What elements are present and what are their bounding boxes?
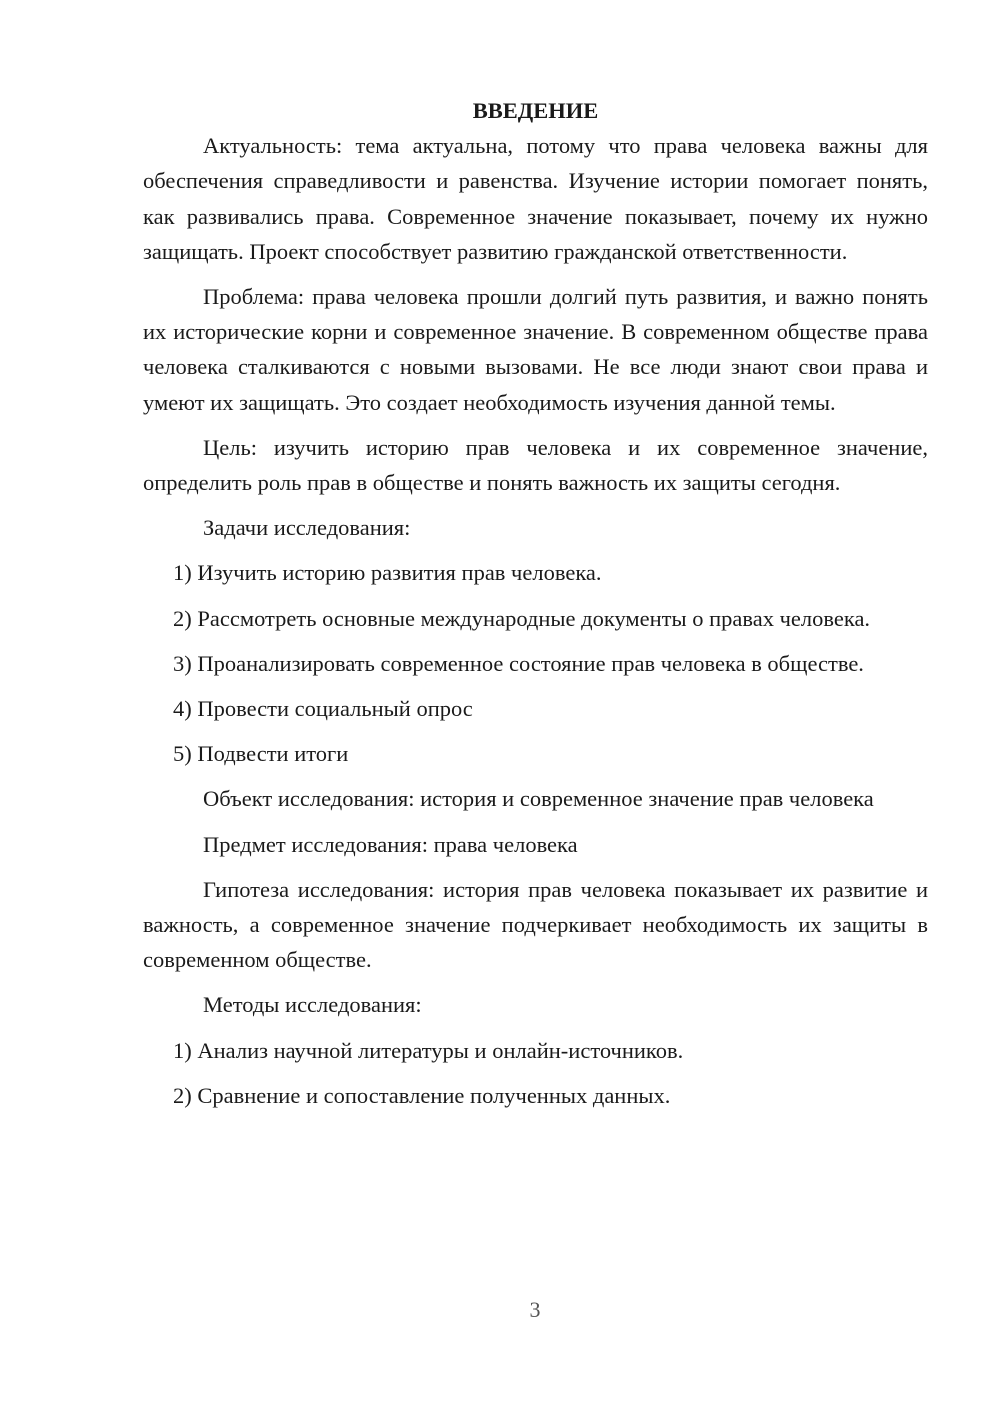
task-item-2: 2) Рассмотреть основные международные документы о правах человека. bbox=[173, 605, 871, 631]
object-paragraph: Объект исследования: история и современное значение прав человека bbox=[203, 786, 874, 812]
tasks-heading: Задачи исследования: bbox=[203, 515, 411, 541]
page-number: 3 bbox=[529, 1297, 541, 1322]
document-body bbox=[143, 93, 928, 1123]
task-item-5: 5) Подвести итоги bbox=[173, 741, 349, 767]
task-item-3: 3) Проанализировать современное состояние прав человека в обществе. bbox=[173, 650, 864, 676]
relevance-paragraph: Актуальность: тема актуальна, потому что права человека важны для обеспечения справедливости и равенства. Изучение истории помогает понять, как развивались права. Современное значение показывает, почему их нужно защищать. Проект способствует развитию гражданской ответственности. bbox=[143, 133, 928, 264]
methods-heading: Методы исследования: bbox=[203, 992, 422, 1018]
method-item-2: 2) Сравнение и сопоставление полученных данных. bbox=[173, 1082, 671, 1108]
subject-paragraph: Предмет исследования: права человека bbox=[203, 831, 578, 857]
task-item-4: 4) Провести социальный опрос bbox=[173, 696, 473, 722]
section-title: ВВЕДЕНИЕ bbox=[472, 98, 599, 123]
method-item-1: 1) Анализ научной литературы и онлайн-источников. bbox=[173, 1037, 684, 1063]
goal-paragraph: Цель: изучить историю прав человека и их современное значение, определить роль прав в обществе и понять важность их защиты сегодня. bbox=[143, 434, 928, 496]
task-item-1: 1) Изучить историю развития прав человека. bbox=[173, 560, 602, 586]
hypothesis-paragraph: Гипотеза исследования: история прав человека показывает их развитие и важность, а современное значение подчеркивает необходимость их защиты в современном обществе. bbox=[143, 876, 928, 973]
problem-paragraph: Проблема: права человека прошли долгий путь развития, и важно понять их исторические корни и современное значение. В современном обществе права человека сталкиваются с новыми вызовами. Не все люди знают свои права и умеют их защищать. Это создает необходимость изучения данной темы. bbox=[143, 284, 928, 415]
